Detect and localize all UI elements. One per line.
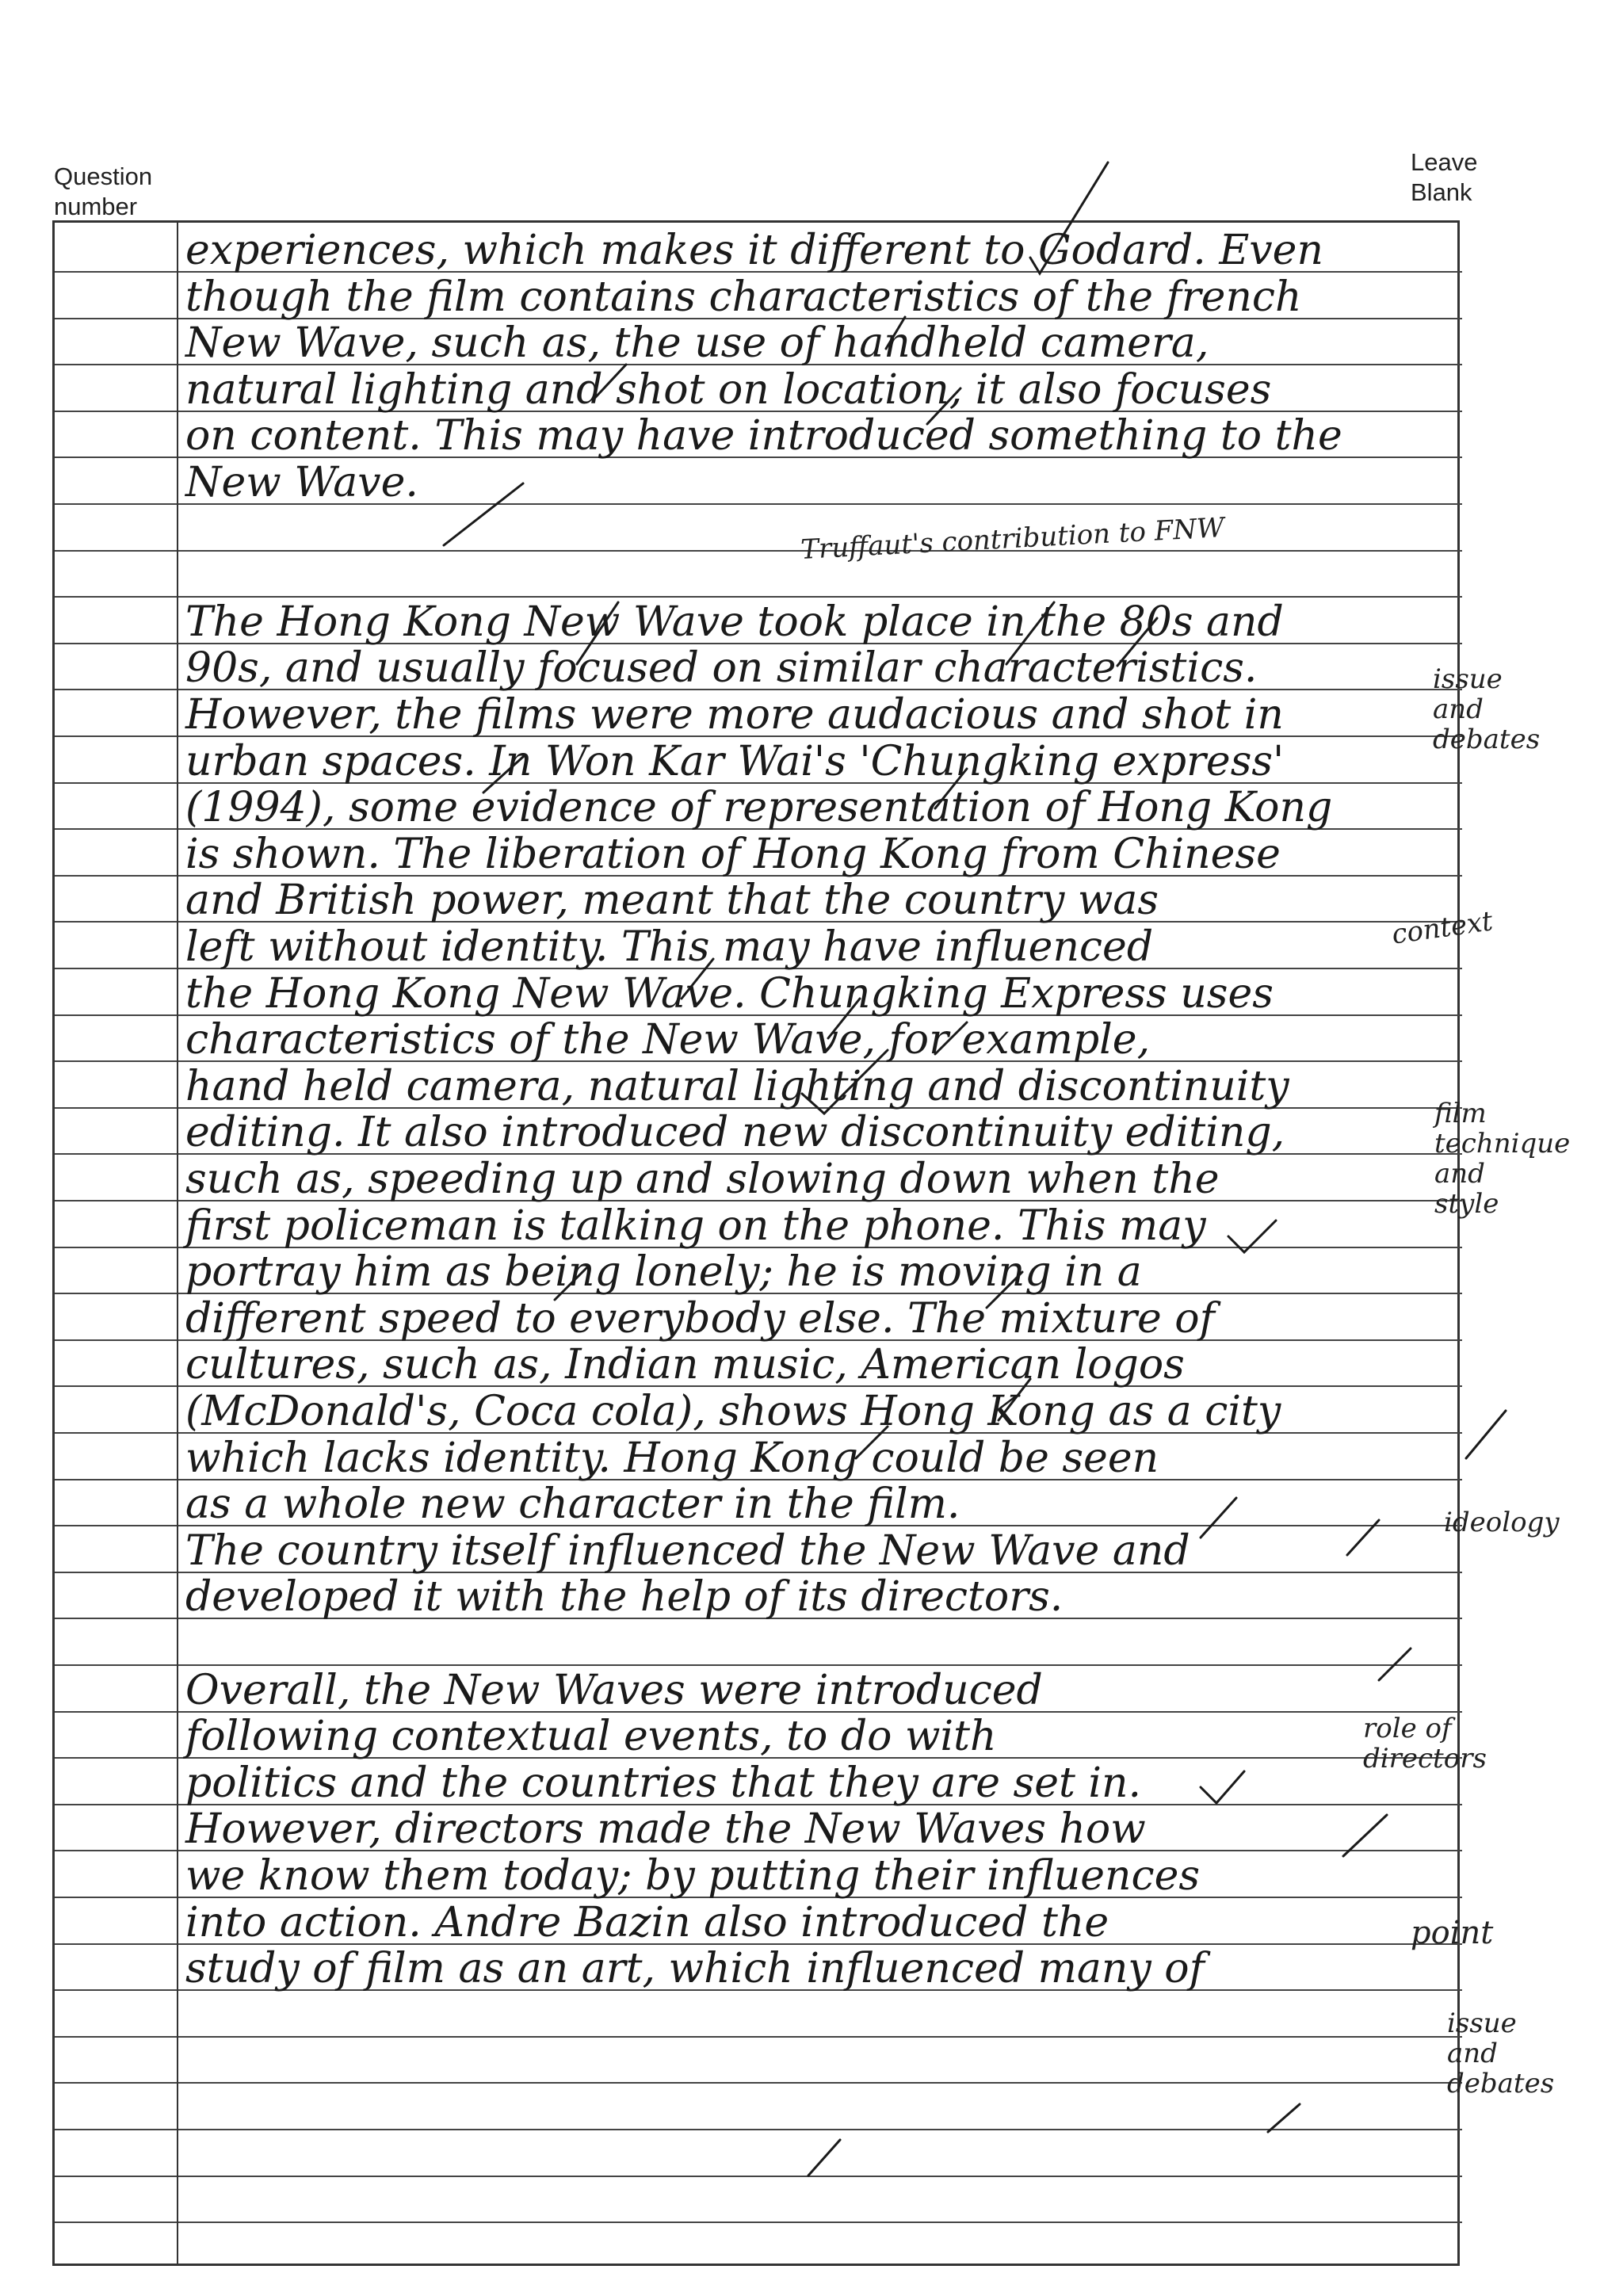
handwritten-line: New Wave. xyxy=(185,459,418,506)
handwritten-line: editing. It also introduced new discontinuity editing, xyxy=(185,1109,1285,1157)
handwritten-line: experiences, which makes it different to Godard. Even xyxy=(185,227,1323,274)
handwritten-line: though the film contains characteristics of the french xyxy=(185,273,1302,321)
handwritten-line: the Hong Kong New Wave. Chungking Express uses xyxy=(185,969,1274,1018)
handwritten-line: (McDonald's, Coca cola), shows Hong Kong as a city xyxy=(185,1388,1281,1435)
handwritten-line: study of film as an art, which influenced many of xyxy=(185,1945,1205,1993)
handwritten-line: as a whole new character in the film. xyxy=(185,1480,960,1529)
margin-note-film-technique: film technique and style xyxy=(1434,1098,1571,1220)
margin-note-ideology: ideology xyxy=(1444,1507,1560,1538)
handwritten-line: following contextual events, to do with xyxy=(185,1713,997,1761)
annotation-truffaut: Truffaut's contribution to FNW xyxy=(800,512,1225,566)
margin-note-issue-debates: issue and debates xyxy=(1433,663,1541,755)
handwritten-line: portray him as being lonely; he is moving in a xyxy=(185,1248,1142,1297)
handwritten-line: is shown. The liberation of Hong Kong from Chinese xyxy=(185,830,1281,878)
handwritten-line: 90s, and usually focused on similar characteristics. xyxy=(185,644,1258,693)
question-number-label: Question number xyxy=(54,162,153,220)
handwritten-line: into action. Andre Bazin also introduced the xyxy=(185,1898,1109,1946)
handwritten-line: politics and the countries that they are set in. xyxy=(185,1759,1142,1807)
handwritten-line: natural lighting and shot on location, it also focuses xyxy=(185,365,1272,414)
handwritten-line: Overall, the New Waves were introduced xyxy=(185,1666,1043,1714)
margin-note-issue-debates-2: issue and debates xyxy=(1447,2008,1555,2099)
handwritten-line: left without identity. This may have influenced xyxy=(185,923,1154,971)
handwritten-line: such as, speeding up and slowing down when the xyxy=(185,1156,1220,1203)
handwritten-line: and British power, meant that the country was xyxy=(185,877,1159,925)
margin-note-context: context xyxy=(1389,905,1495,951)
handwritten-line: The Hong Kong New Wave took place in the 80s and xyxy=(185,598,1284,646)
handwritten-line: New Wave, such as, the use of handheld camera, xyxy=(185,319,1209,368)
margin-note-role-of-directors: role of directors xyxy=(1363,1713,1487,1775)
handwritten-line: The country itself influenced the New Wave and xyxy=(185,1526,1190,1575)
handwritten-line: developed it with the help of its directors. xyxy=(185,1573,1064,1622)
question-margin-line xyxy=(177,223,178,2264)
handwritten-line: different speed to everybody else. The mixture of xyxy=(185,1294,1215,1343)
margin-note-point: point xyxy=(1411,1915,1494,1951)
handwritten-line: on content. This may have introduced something to the xyxy=(185,412,1342,460)
handwritten-line: cultures, such as, Indian music, American logos xyxy=(185,1341,1185,1389)
handwritten-line: first policeman is talking on the phone. This may xyxy=(185,1201,1206,1250)
leave-blank-label: Leave Blank xyxy=(1411,148,1478,206)
handwritten-line: urban spaces. In Won Kar Wai's 'Chungking express' xyxy=(185,737,1285,785)
handwritten-line: characteristics of the New Wave, for example, xyxy=(185,1016,1151,1064)
handwritten-line: hand held camera, natural lighting and discontinuity xyxy=(185,1062,1289,1110)
handwritten-line: which lacks identity. Hong Kong could be seen xyxy=(185,1434,1159,1482)
handwritten-line: (1994), some evidence of representation of Hong Kong xyxy=(185,784,1333,832)
handwritten-line: However, directors made the New Waves how xyxy=(185,1805,1146,1854)
handwritten-line: we know them today; by putting their influences xyxy=(185,1852,1201,1900)
handwritten-line: However, the films were more audacious and shot in xyxy=(185,691,1284,739)
